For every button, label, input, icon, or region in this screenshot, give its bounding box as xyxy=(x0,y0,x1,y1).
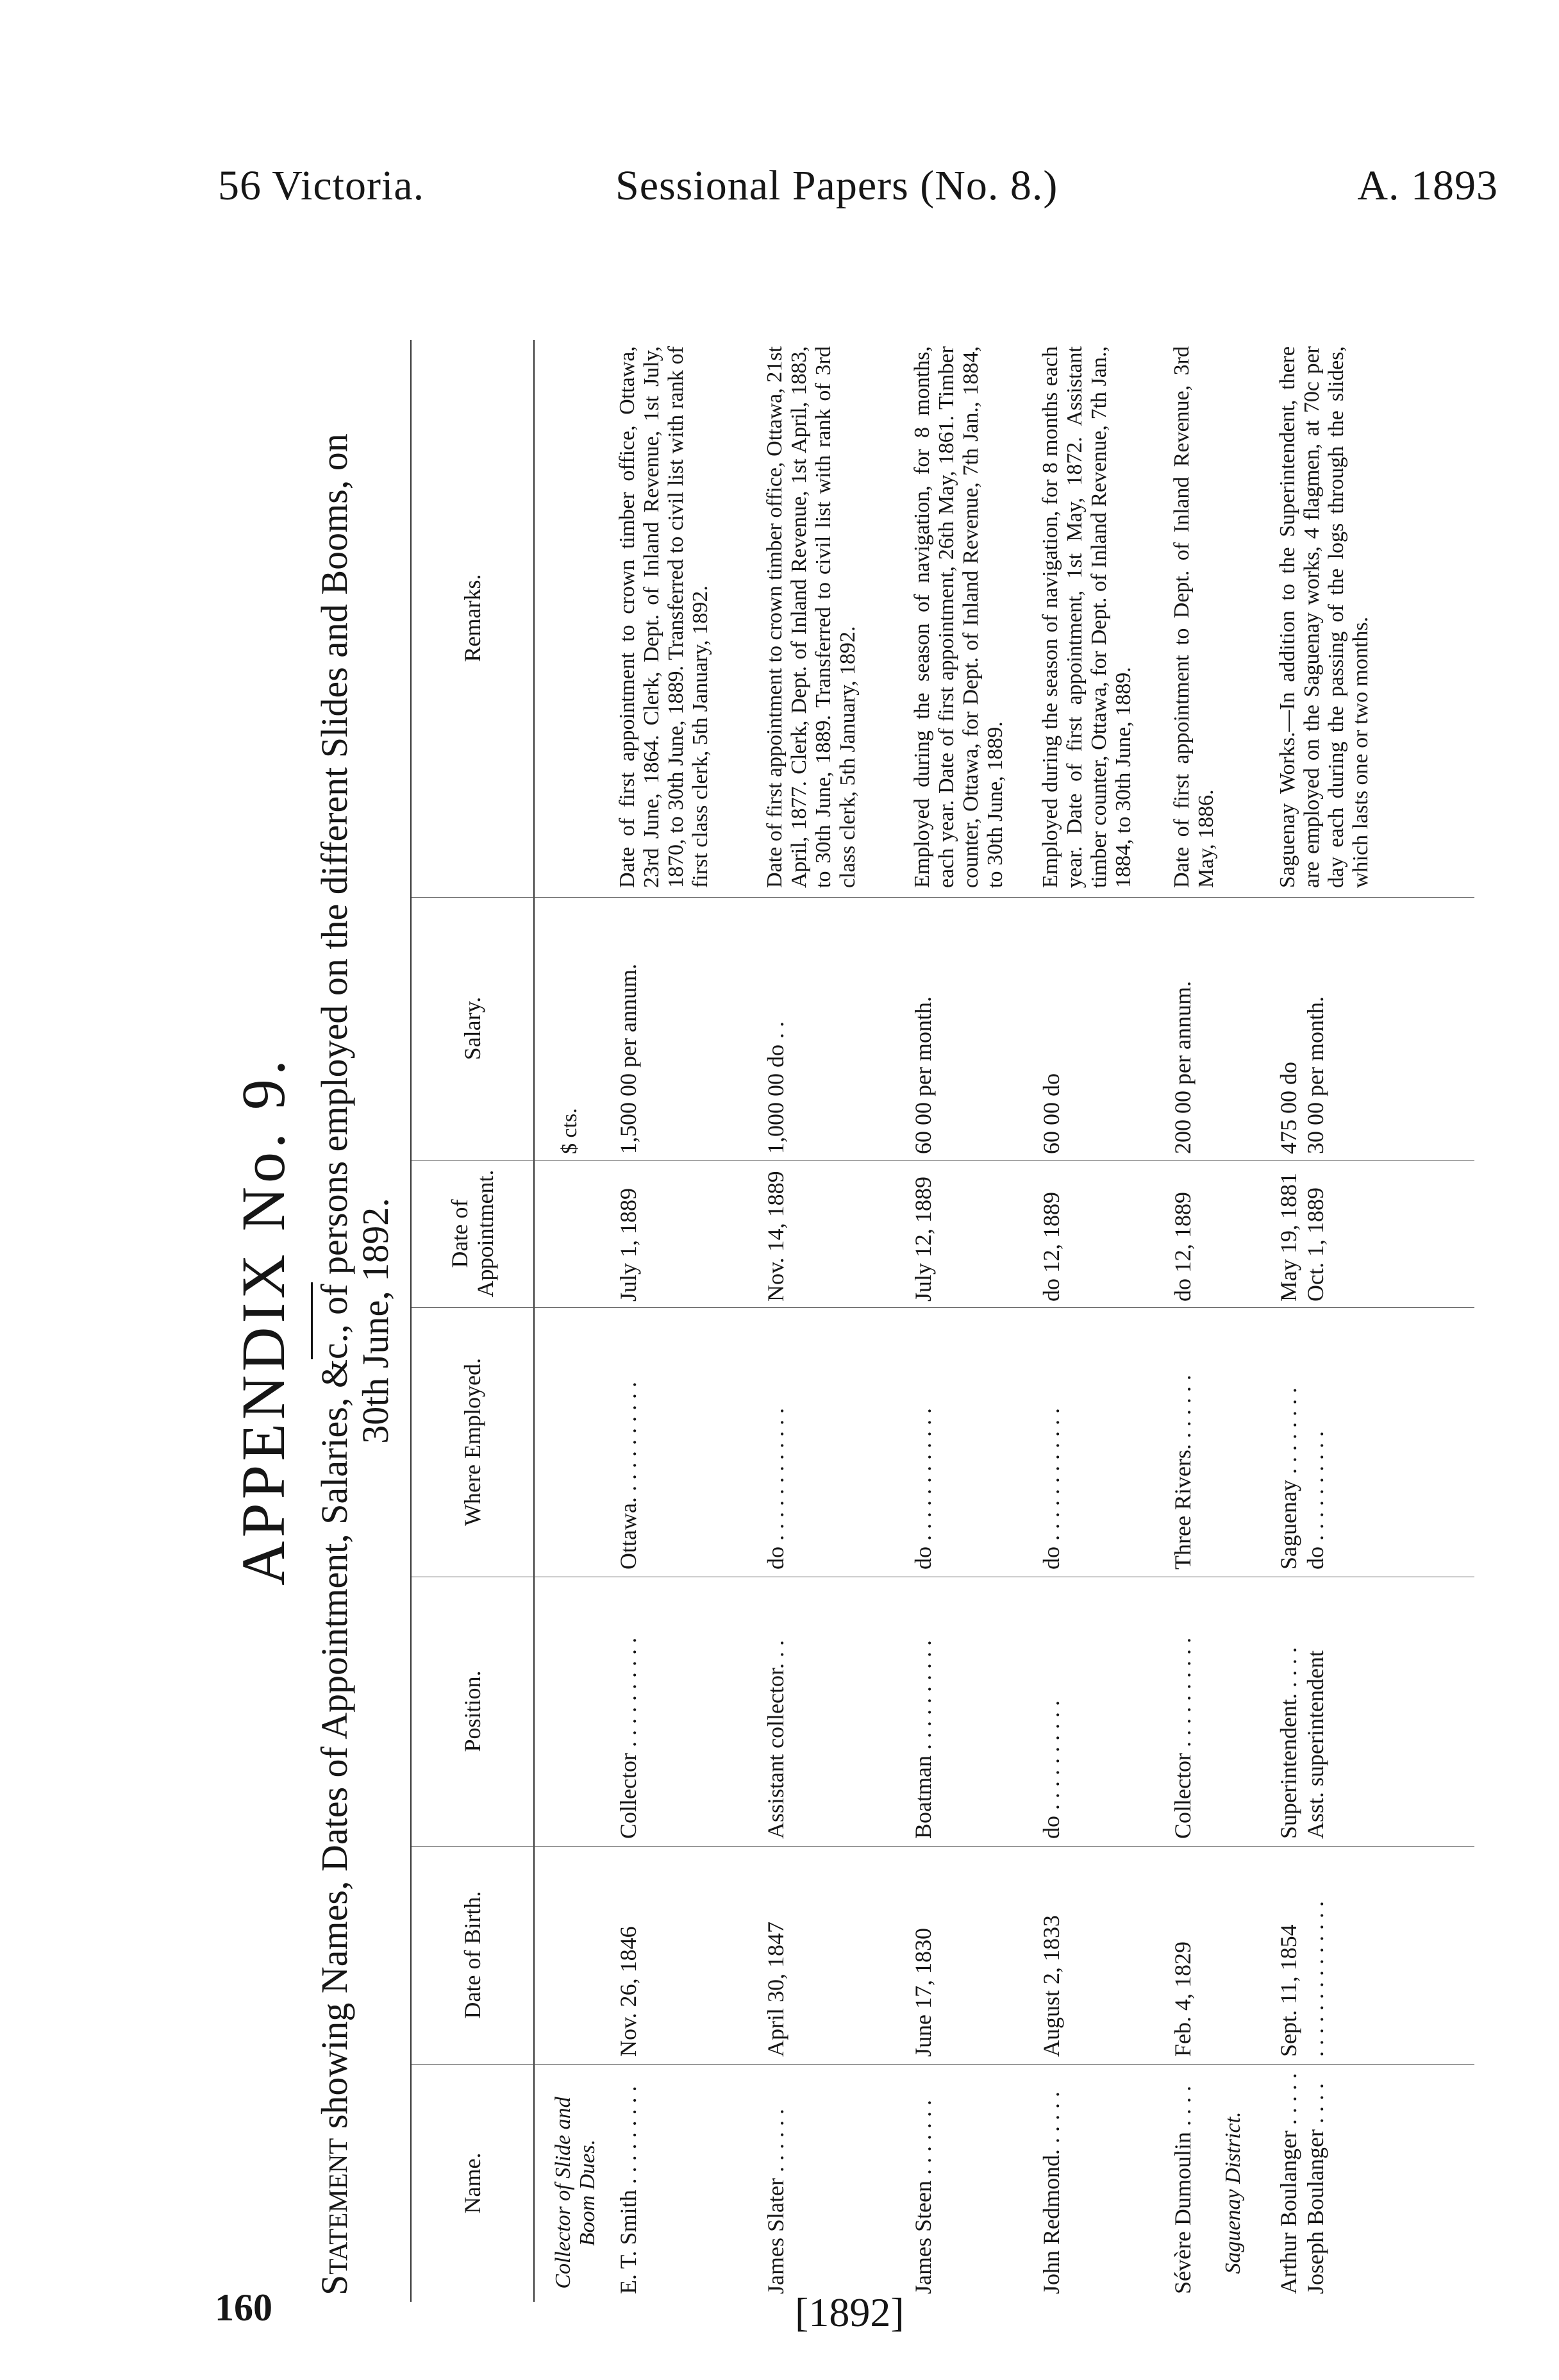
header-year: A. 1893 xyxy=(1357,162,1498,209)
page-number: 160 xyxy=(215,2286,272,2329)
cell-name: John Redmond. . . . . . xyxy=(1038,2091,1064,2294)
cell-appointment: May 19, 1881 xyxy=(1276,1173,1301,1302)
column-header-where: Where Employed. xyxy=(412,1307,533,1577)
column-header-name: Name. xyxy=(460,2152,485,2214)
table-body xyxy=(532,340,1474,2302)
cell-salary: 30 00 per month. xyxy=(1303,996,1328,1154)
column-header-salary: Salary. xyxy=(412,897,533,1161)
salary-unit: $ cts. xyxy=(558,1108,581,1154)
cell-position: Boatman . . . . . . . . . . xyxy=(910,1640,936,1839)
cell-birth: June 17, 1830 xyxy=(910,1928,936,2057)
cell-where: do . . . . . . . . . . . . xyxy=(763,1408,788,1570)
appendix-heading: APPENDIX No. 9. xyxy=(229,1055,297,1586)
cell-where: do . . . . . . . . . . . . xyxy=(910,1408,936,1570)
column-rule xyxy=(532,1160,1474,1161)
rotated-statement xyxy=(228,340,1478,2302)
cell-salary: 1,000 00 do . . xyxy=(763,1021,788,1154)
cell-where: do . . . . . . . . . . . . xyxy=(1038,1408,1064,1570)
cell-where: Ottawa. . . . . . . . . . . xyxy=(615,1382,641,1570)
cell-birth: Feb. 4, 1829 xyxy=(1170,1941,1196,2057)
cell-appointment: do 12, 1889 xyxy=(1170,1192,1196,1302)
heading-rule xyxy=(311,1282,313,1359)
cell-position: Superintendent. . . . . xyxy=(1276,1647,1301,1839)
cell-remarks: Date of first appointment to crown timber office, Ottawa, 23rd June, 1864. Clerk, Dept. of Inland Revenue, 1st July, 1870, to 30th June, 1889. Transferred to civil list with rank of first class clerk, 5th January, 1892. xyxy=(615,346,712,888)
title-lead: Statement xyxy=(313,2138,355,2295)
cell-name: Sévère Dumoulin . . . . xyxy=(1170,2086,1196,2294)
cell-name: James Slater . . . . . . xyxy=(763,2109,788,2294)
cell-remarks: Employed during the season of navigation, for 8 months each year. Date of first appointment, 1st May, 1872. Assistant timber counter, Ottawa, for Dept. of Inland Revenue, 7th Jan., 1884, to 30th June, 1889. xyxy=(1038,346,1135,888)
header-series: Sessional Papers (No. 8.) xyxy=(615,162,1058,209)
table-header xyxy=(410,340,535,2302)
cell-where: Saguenay . . . . . . . . xyxy=(1276,1387,1301,1570)
section-collector: Collector of Slide and Boom Dues. xyxy=(551,2097,599,2289)
cell-position: Collector . . . . . . . . . . xyxy=(1170,1638,1196,1839)
header-volume: 56 Victoria. xyxy=(218,162,425,209)
cell-birth: April 30, 1847 xyxy=(763,1922,788,2057)
cell-birth: Nov. 26, 1846 xyxy=(615,1926,641,2057)
section-saguenay: Saguenay District. xyxy=(1221,2111,1245,2274)
column-rule xyxy=(532,2064,1474,2065)
cell-salary: 60 00 per month. xyxy=(910,996,936,1154)
cell-appointment: July 12, 1889 xyxy=(910,1176,936,1302)
column-header-position: Position. xyxy=(412,1577,533,1847)
document-number: [1892] xyxy=(795,2290,905,2335)
cell-birth: August 2, 1833 xyxy=(1038,1915,1064,2057)
cell-salary: 200 00 per annum. xyxy=(1170,981,1196,1154)
cell-salary: 1,500 00 per annum. xyxy=(615,964,641,1154)
cell-birth: . . . . . . . . . . . . . . xyxy=(1303,1901,1328,2057)
cell-where: do . . . . . . . . . . xyxy=(1303,1431,1328,1570)
cell-remarks: Employed during the season of navigation, for 8 months, each year. Date of first appointment, 26th May, 1861. Timber counter, Ottawa, for Dept. of Inland Revenue, 7th Jan., 1884, to 30th June, 1889. xyxy=(910,346,1007,888)
column-rule xyxy=(532,1307,1474,1308)
cell-name: Joseph Boulanger . . . . xyxy=(1303,2083,1328,2294)
column-header-appointment: Date of Appointment. xyxy=(412,1160,533,1308)
cell-position: Collector . . . . . . . . . . xyxy=(615,1638,641,1839)
cell-appointment: do 12, 1889 xyxy=(1038,1192,1064,1302)
column-header-birth: Date of Birth. xyxy=(412,1846,533,2065)
cell-appointment: Oct. 1, 1889 xyxy=(1303,1187,1328,1302)
cell-salary: 60 00 do xyxy=(1038,1073,1064,1154)
column-header-remarks: Remarks. xyxy=(412,339,533,898)
cell-remarks: Date of first appointment to Dept. of Inland Revenue, 3rd May, 1886. xyxy=(1170,346,1218,888)
column-rule xyxy=(532,1846,1474,1847)
cell-salary: 475 00 do xyxy=(1276,1062,1301,1154)
cell-birth: Sept. 11, 1854 xyxy=(1276,1924,1301,2057)
cell-appointment: Nov. 14, 1889 xyxy=(763,1171,788,1302)
cell-name: James Steen . . . . . . . xyxy=(910,2100,936,2294)
statement-title xyxy=(314,346,396,2295)
title-line-1: showing Names, Dates of Appointment, Salaries, &c., of persons employed on the different Slides and Booms, on xyxy=(313,433,355,2129)
cell-name: Arthur Boulanger . . . . . xyxy=(1276,2073,1301,2294)
column-rule xyxy=(532,897,1474,898)
cell-name: E. T. Smith . . . . . . . . . xyxy=(615,2086,641,2294)
cell-appointment: July 1, 1889 xyxy=(615,1187,641,1302)
title-line-2: 30th June, 1892. xyxy=(354,1198,396,1444)
cell-position: do . . . . . . . . . . xyxy=(1038,1700,1064,1839)
cell-remarks: Date of first appointment to crown timber office, Ottawa, 21st April, 1877. Clerk, Dept. of Inland Revenue, 1st April, 1883, to 30th June, 1889. Transferred to civil list with rank of 3rd class clerk, 5th January, 1892. xyxy=(763,346,860,888)
cell-remarks: Saguenay Works.—In addition to the Superintendent, there are employed on the Saguenay works, 4 flagmen, at 70c per day each during the passing of the logs through the slides, which lasts one or two months. xyxy=(1276,346,1372,888)
cell-position: Assistant collector. . . xyxy=(763,1640,788,1839)
cell-position: Asst. superintendent xyxy=(1303,1650,1328,1839)
cell-where: Three Rivers. . . . . . . xyxy=(1170,1375,1196,1570)
